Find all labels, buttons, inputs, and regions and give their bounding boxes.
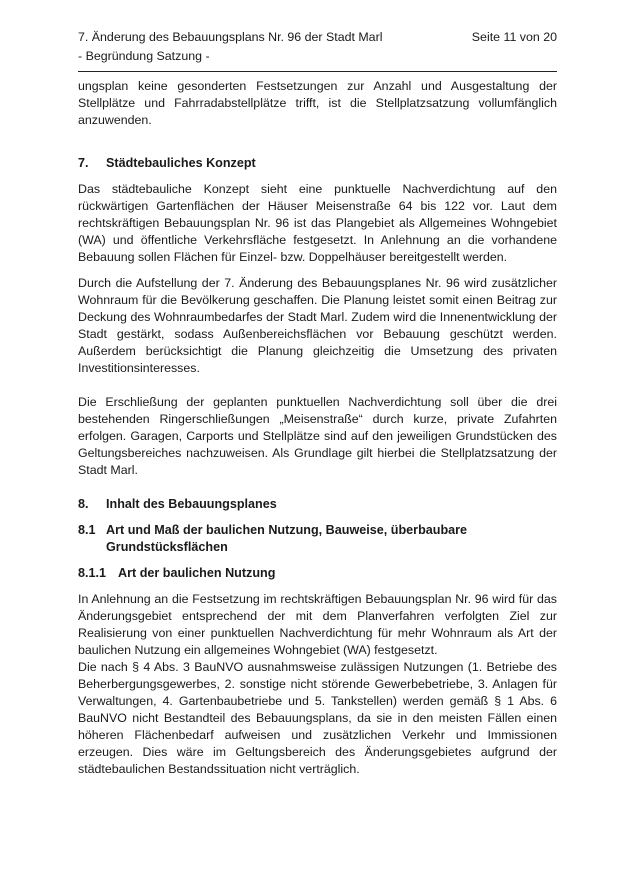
heading-section-8-1 xyxy=(78,522,557,556)
paragraph-s7-1: Das städtebauliche Konzept sieht eine punktuelle Nachverdichtung auf den rückwärtigen Gartenflächen der Häuser Meisenstraße 64 bis 122 vor. Laut dem rechtskräftigen Bebauungsplan Nr. 96 ist das Plangebiet als Allgemeines Wohngebiet (WA) und öffentliche Verkehrsfläche festgesetzt. In Anlehnung an die vorhandene Bebauung sollen Flächen für Einzel- bzw. Doppelhäuser bereitgestellt werden. xyxy=(78,182,557,264)
heading-title: Inhalt des Bebauungsplanes xyxy=(106,497,277,511)
paragraph-intro: ungsplan keine gesonderten Festsetzungen zur Anzahl und Ausgestaltung der Stellplätze und Fahrradabstellplätze trifft, ist die Stellplatzsatzung vollumfänglich anzuwenden. xyxy=(78,79,557,127)
heading-title: Art und Maß der baulichen Nutzung, Bauweise, überbaubare Grundstücksflächen xyxy=(106,523,468,554)
page-number: Seite 11 von 20 xyxy=(471,30,557,44)
heading-title: Städtebauliches Konzept xyxy=(106,156,256,170)
heading-section-8-1-1 xyxy=(78,565,557,582)
paragraph-s7-2: Durch die Aufstellung der 7. Änderung des Bebauungsplanes Nr. 96 wird zusätzlicher Wohnraum für die Bevölkerung geschaffen. Die Planung leistet somit einen Beitrag zur Deckung des Wohnraumbedarfes der Stadt Marl. Zudem wird die Innenentwicklung der Stadt gestärkt, sodass Außenbereichsflächen vor Bebauung geschützt werden. Außerdem berücksichtigt die Planung gleichzeitig die Umsetzung des privaten Investitionsinteresses. xyxy=(78,276,557,375)
heading-number: 8.1 xyxy=(78,523,96,537)
heading-section-7 xyxy=(78,155,557,172)
heading-number: 8.1.1 xyxy=(78,566,107,580)
page-header xyxy=(78,28,557,47)
heading-number: 7. xyxy=(78,156,89,170)
paragraph-s811-2: Die nach § 4 Abs. 3 BauNVO ausnahmsweise zulässigen Nutzungen (1. Betriebe des Beherbergungsgewerbes, 2. sonstige nicht störende Gewerbebetriebe, 3. Anlagen für Verwaltungen, 4. Gartenbaubetriebe und 5. Tankstellen) werden gemäß § 1 Abs. 6 BauNVO nicht Bestandteil des Bebauungsplans, da sie in den meisten Fällen einen höheren Flächenbedarf aufweisen und zusätzlichen Verkehr und Immissionen erzeugen. Dies wäre im Geltungsbereich des Änderungsgebietes aufgrund der städtebaulichen Bestandssituation nicht verträglich. xyxy=(78,660,557,776)
heading-section-8 xyxy=(78,496,557,513)
heading-title: Art der baulichen Nutzung xyxy=(118,566,276,580)
header-title: 7. Änderung des Bebauungsplans Nr. 96 der Stadt Marl xyxy=(78,30,383,44)
paragraph-s7-3: Die Erschließung der geplanten punktuellen Nachverdichtung soll über die drei bestehenden Ringerschließungen „Meisenstraße“ durch kurze, private Zufahrten erfolgen. Garagen, Carports und Stellplätze sind auf den jeweiligen Grundstücken des Geltungsbereiches nachzuweisen. Als Grundlage gilt hierbei die Stellplatzsatzung der Stadt Marl. xyxy=(78,395,557,477)
heading-number: 8. xyxy=(78,497,89,511)
header-subtitle: - Begründung Satzung - xyxy=(78,49,210,63)
document-page xyxy=(78,28,557,778)
paragraph-s811-1: In Anlehnung an die Festsetzung im rechtskräftigen Bebauungsplan Nr. 96 wird für das Änderungsgebiet entsprechend der mit dem Planverfahren verfolgten Ziel zur Realisierung von einer punktuellen Nachverdichtung für mehr Wohnraum als Art der baulichen Nutzung ein allgemeines Wohngebiet (WA) festgesetzt. xyxy=(78,592,557,657)
header-divider xyxy=(78,71,557,72)
